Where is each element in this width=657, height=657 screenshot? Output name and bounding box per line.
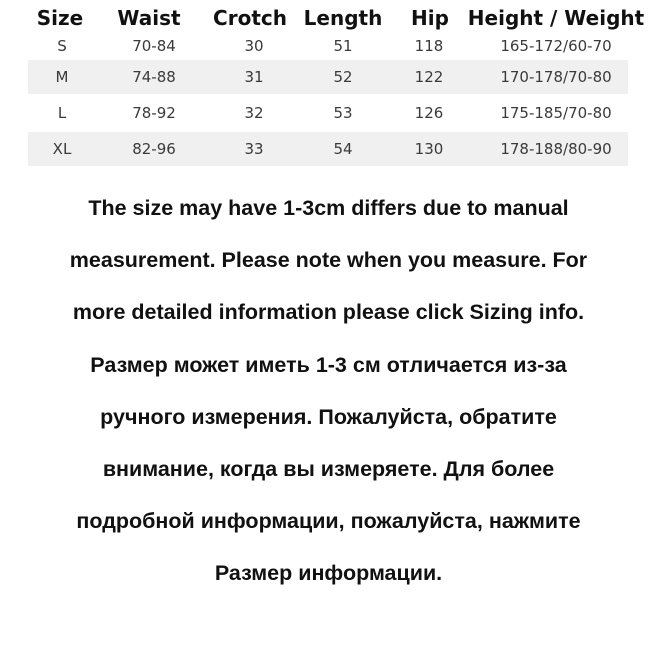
measurement-notice (0, 182, 657, 600)
header-size: Size (36, 6, 84, 30)
table-row-m (28, 60, 628, 94)
notice-line: measurement. Please note when you measure. For (69, 248, 588, 273)
cell-height-weight: 170-178/70-80 (500, 68, 612, 86)
cell-size: XL (52, 140, 72, 158)
cell-length: 52 (333, 68, 353, 86)
table-row-s (28, 34, 628, 58)
notice-line: The size may have 1-3cm differs due to manual (88, 196, 569, 220)
header-crotch: Crotch (213, 6, 287, 30)
notice-line: more detailed information please click Sizing info. (72, 300, 585, 325)
cell-waist: 78-92 (132, 104, 176, 122)
cell-hip: 130 (414, 140, 444, 158)
cell-length: 51 (333, 37, 353, 55)
cell-waist: 74-88 (132, 68, 176, 86)
header-length: Length (303, 6, 383, 30)
cell-length: 53 (333, 104, 353, 122)
table-header-row (28, 4, 645, 34)
cell-crotch: 31 (244, 68, 264, 86)
cell-crotch: 33 (244, 140, 264, 158)
size-chart-table (28, 4, 645, 166)
cell-waist: 82-96 (132, 140, 176, 158)
header-height-weight: Height / Weight (467, 6, 645, 30)
header-waist: Waist (117, 6, 181, 30)
table-row-xl (28, 132, 628, 166)
cell-crotch: 32 (244, 104, 264, 122)
notice-line: ручного измерения. Пожалуйста, обратите (100, 404, 557, 429)
notice-line: подробной информации, пожалуйста, нажмите (76, 509, 581, 534)
notice-line: Размер может иметь 1-3 см отличается из-за (90, 352, 567, 377)
cell-waist: 70-84 (132, 37, 176, 55)
cell-hip: 118 (414, 37, 444, 55)
table-row-l (28, 96, 628, 130)
notice-line: внимание, когда вы измеряете. Для более (102, 456, 555, 481)
cell-height-weight: 165-172/60-70 (500, 37, 612, 55)
cell-height-weight: 178-188/80-90 (500, 140, 612, 158)
cell-length: 54 (333, 140, 353, 158)
cell-height-weight: 175-185/70-80 (500, 104, 612, 122)
cell-size: S (57, 37, 67, 55)
header-hip: Hip (411, 6, 449, 30)
cell-hip: 126 (414, 104, 444, 122)
cell-crotch: 30 (244, 37, 264, 55)
cell-size: L (57, 104, 67, 122)
cell-hip: 122 (414, 68, 444, 86)
notice-line: Размер информации. (214, 561, 443, 586)
cell-size: M (55, 68, 69, 86)
